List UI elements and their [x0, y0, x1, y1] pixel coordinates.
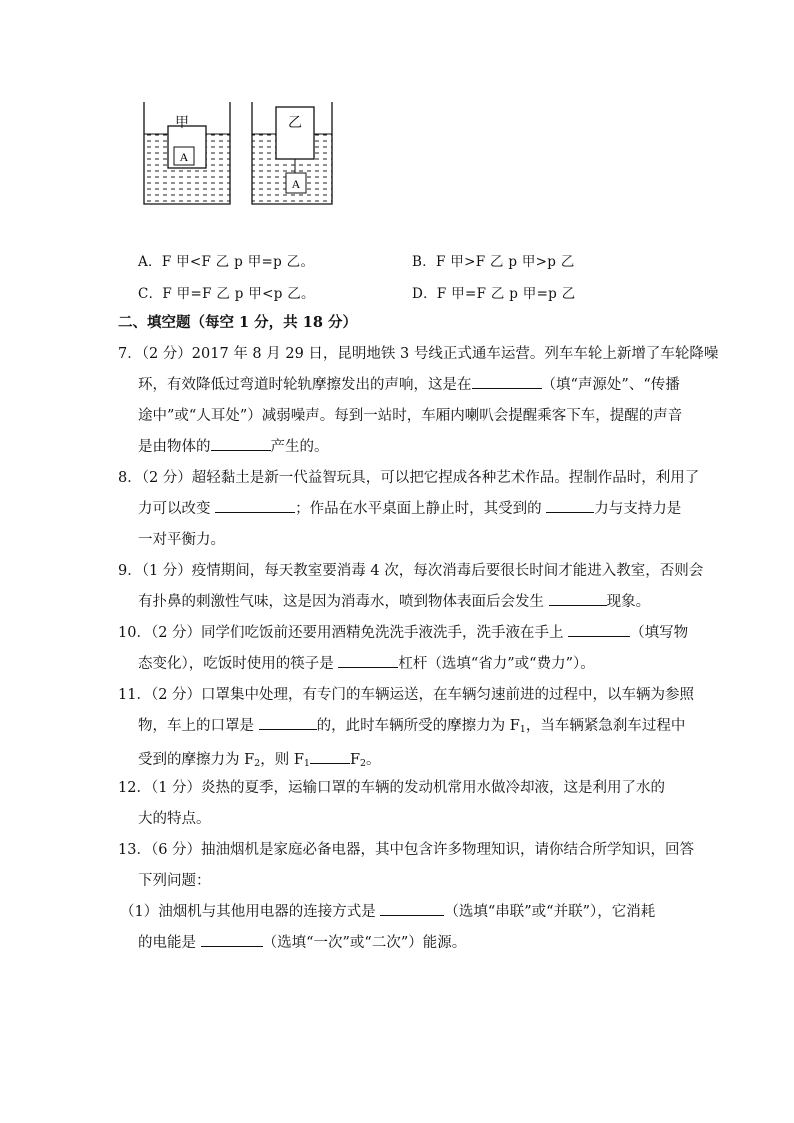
section-title: 二、填空题（每空 1 分，共 18 分）	[118, 314, 357, 331]
answer-blank[interactable]	[568, 622, 630, 637]
question-11: 11．（2 分）口罩集中处理，有专门的车辆运送，在车辆匀速前进的过程中，以车辆为参照 物，车上的口罩是 的，此时车辆所受的摩擦力为 $F_1$，当车辆紧急刹车过程中 受到的摩擦力为 $F_2$，则 $F_1$ $F_2$。	[118, 687, 695, 769]
answer-blank[interactable]	[472, 374, 542, 389]
question-12: 12．（1 分）炎热的夏季，运输口罩的车辆的发动机常用水做冷却液，这是利用了水的 大的特点。	[118, 780, 666, 827]
question-10: 10．（2 分）同学们吃饭前还要用酒精免洗洗手液洗手，洗手液在手上 （填写物 态变化），吃饭时使用的筷子是 杠杆（选填“省力”或“费力”）。	[118, 618, 678, 680]
question-8: 8．（2 分）超轻黏土是新一代益智玩具，可以把它捏成各种艺术作品。捏制作品时，利用了 力可以改变 ；作品在水平桌面上静止时，其受到的 力与支持力是 一对平衡力。	[118, 470, 700, 548]
answer-blank[interactable]	[215, 498, 295, 513]
answer-blank[interactable]	[211, 436, 271, 451]
answer-blank[interactable]	[380, 901, 444, 916]
figure-label-yi: 乙	[288, 115, 302, 131]
answer-blank[interactable]	[338, 653, 398, 668]
question-9: 9．（1 分）疫情期间，每天教室要消毒 4 次，每次消毒后要很长时间才能进入教室，否则会 有扑鼻的刺激性气味，这是因为消毒水，喷到物体表面后会发生 现象。	[118, 563, 704, 610]
figure-label-jia: 甲	[175, 115, 189, 131]
option-b: B．F 甲>F 乙 p 甲>p 乙	[412, 254, 575, 270]
option-c: C．F 甲=F 乙 p 甲<p 乙。	[138, 286, 315, 302]
answer-blank[interactable]	[201, 932, 263, 947]
container-figure	[130, 102, 350, 242]
option-d: D．F 甲=F 乙 p 甲=p 乙	[412, 286, 576, 302]
block-a-yi: A	[291, 177, 301, 191]
answer-blank[interactable]	[310, 749, 350, 764]
question-13: 13．（6 分）抽油烟机是家庭必备电器，其中包含许多物理知识，请你结合所学知识，回答 下列问题： （1）油烟机与其他用电器的连接方式是 （选填“串联”或“并联”），它消耗 的电能是 （选填“一次”或“二次”）能源。	[118, 842, 695, 951]
option-a: A．F 甲<F 乙 p 甲=p 乙。	[138, 254, 315, 270]
block-a-jia: A	[179, 150, 189, 164]
question-7: 7．（2 分）2017 年 8 月 29 日，昆明地铁 3 号线正式通车运营。列车车轮上新增了车轮降噪 环，有效降低过弯道时轮轨摩擦发出的声响，这是在 （填“声源处”、“传播 途中”或“人耳处”）减弱噪声。每到一站时，车厢内喇叭会提醒乘客下车，提醒的声音 是由物体的 产生的。	[118, 346, 719, 455]
answer-blank[interactable]	[549, 591, 607, 606]
answer-blank[interactable]	[546, 498, 594, 513]
answer-blank[interactable]	[259, 715, 317, 730]
